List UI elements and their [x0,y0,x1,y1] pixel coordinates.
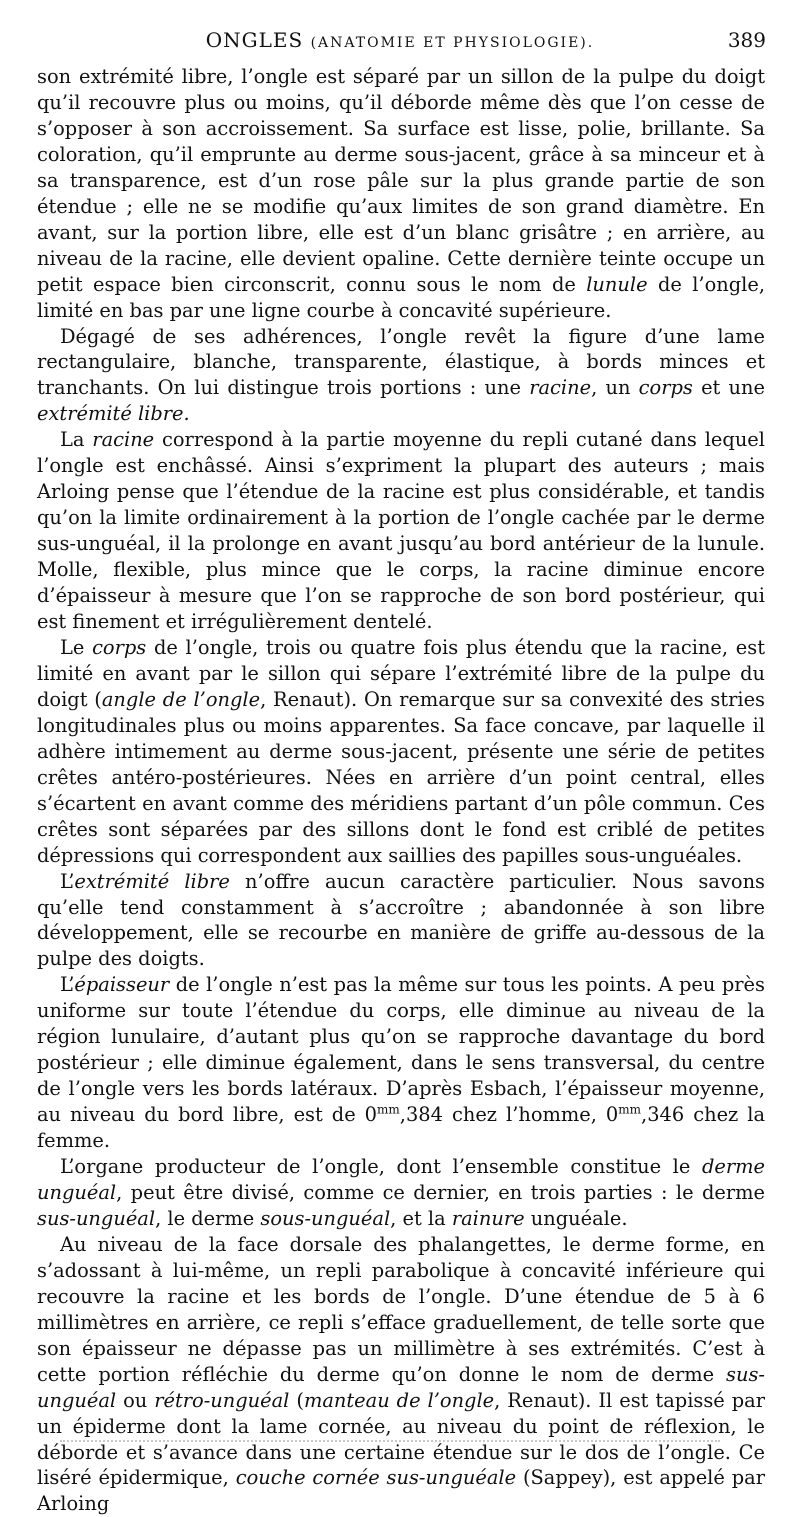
text-run: , un [591,376,639,400]
footer-dotted-rule [60,1440,720,1452]
text-run: et une [692,376,766,400]
paragraph [37,972,765,1154]
text-run: Dégagé de ses adhérences, l’ongle revêt la figure d’une lame rectangulaire, blanche, transparente, élastique, à bords minces et tranchants. On lui distingue trois portions : une [37,324,765,400]
text-run: Le [60,635,93,659]
italic-term: lunule [586,272,648,296]
text-run: ( [289,1388,304,1412]
text-run: L’ [60,869,75,893]
body-text [37,64,765,1517]
paragraph [37,635,765,869]
text-run: de l’ongle, trois ou quatre fois plus étendu que la racine, est limité en avant par le sillon qui sépare l’extrémité libre de la pulpe du doigt ( [37,635,766,711]
text-run: La [60,428,93,452]
italic-term: corps [92,635,147,659]
italic-term: corps [638,376,693,400]
italic-term: extrémité libre. [37,402,190,426]
italic-term: manteau de l’ongle [303,1388,495,1412]
paragraph [37,869,765,973]
italic-term: sus-unguéal [37,1362,765,1412]
text-run: correspond à la partie moyenne du repli cutané dans lequel l’ongle est enchâssé. Ainsi s’expriment la plupart des auteurs ; mais Arloing pense que l’étendue de la racine est plus considérable, et tandis qu’on la limite ordinairement à la portion de l’ongle cachée par le derme sus-unguéal, il la prolonge en avant jusqu’au bord antérieur de la lunule. Molle, flexible, plus mince que le corps, la racine diminue encore d’épaisseur à mesure que l’on se rapproche de son bord postérieur, qui est finement et irrégulièrement dentelé. [37,428,765,634]
italic-term: épaisseur [74,973,170,997]
page-number: 389 [727,28,766,52]
running-title [0,28,800,52]
text-run: ,346 chez la femme. [37,1103,766,1153]
text-run: , peut être divisé, comme ce dernier, en trois parties : le derme [116,1180,765,1204]
italic-term: rétro-unguéal [154,1388,290,1412]
text-run: (Sappey), est appelé par Arloing [37,1466,765,1516]
text-run: ou [116,1388,155,1412]
italic-term: racine [529,376,592,400]
text-run: son extrémité libre, l’ongle est séparé par un sillon de la pulpe du doigt qu’il recouvre plus ou moins, qu’il déborde même dès que l’on cesse de s’opposer à son accroissement. Sa surface est lisse, polie, brillante. Sa coloration, qu’il emprunte au derme sous-jacent, grâce à sa minceur et à sa transparence, est d’un rose pâle sur la plus grande partie de son étendue ; elle ne se modifie qu’aux limites de son grand diamètre. En avant, sur la portion libre, elle est d’un blanc grisâtre ; en arrière, au niveau de la racine, elle devient opaline. Cette dernière teinte occupe un petit espace bien circonscrit, connu sous le nom de [37,65,765,296]
paragraph [37,1232,765,1517]
italic-term: extrémité libre [74,869,230,893]
italic-term: sus-unguéal [37,1206,156,1230]
unit-superscript: mm [377,1102,400,1117]
text-run: n’offre aucun caractère particulier. Nous savons qu’elle tend constamment à s’accroître ; abandonnée à son libre développement, elle se recourbe en manière de griffe au-dessous de la pulpe des doigts. [37,869,766,971]
text-run: , Renaut). Il est tapissé par un épiderme dont la lame cornée, au niveau du point de réflexion, le déborde et s’avance dans une certaine étendue sur le dos de l’ongle. Ce liséré épidermique, [37,1388,765,1490]
text-run: unguéale. [524,1206,628,1230]
text-run: de l’ongle, limité en bas par une ligne courbe à concavité supérieure. [37,272,765,322]
text-run: , Renaut). On remarque sur sa convexité des stries longitudinales plus ou moins apparentes. Sa face concave, par laquelle il adhère intimement au derme sous-jacent, présente une série de petites crêtes antéro-postérieures. Nées en arrière d’un point central, elles s’écartent en avant comme des méridiens partant d’un pôle commun. Ces crêtes sont séparées par des sillons dont le fond est criblé de petites dépressions qui correspondent aux saillies des papilles sous-unguéales. [37,687,765,867]
unit-superscript: mm [618,1102,642,1117]
paragraph [37,427,765,635]
text-run: Au niveau de la face dorsale des phalangettes, le derme forme, en s’adossant à lui-même, un repli parabolique à concavité inférieure qui recouvre la racine et les bords de l’ongle. D’une étendue de 5 à 6 millimètres en arrière, ce repli s’efface graduellement, de telle sorte que son épaisseur ne dépasse pas un millimètre à ses extrémités. C’est à cette portion réfléchie du derme qu’on donne le nom de derme [37,1232,765,1386]
text-run: , le derme [155,1206,261,1230]
text-run: L’ [60,973,75,997]
italic-term: angle de l’ongle [101,687,261,711]
paragraph [37,64,765,324]
text-run: de l’ongle n’est pas la même sur tous les points. A peu près uniforme sur toute l’étendue du corps, elle diminue au niveau de la région lunulaire, d’autant plus qu’on se rapproche davantage du bord postérieur ; elle diminue également, dans le sens transversal, du centre de l’ongle vers les bords latéraux. D’après Esbach, l’épaisseur moyenne, au niveau du bord libre, est de 0 [37,973,765,1127]
italic-term: rainure [451,1206,525,1230]
text-run: ,384 chez l’homme, 0 [399,1103,619,1127]
text-run: , et la [390,1206,452,1230]
italic-term: couche cornée sus-unguéale [235,1466,517,1490]
italic-term: sous-unguéal [260,1206,391,1230]
paragraph [37,1154,765,1232]
running-title-main: ONGLES [205,28,304,52]
running-header [0,28,800,58]
italic-term: derme unguéal [37,1155,765,1204]
text-run: L’organe producteur de l’ongle, dont l’ensemble constitue le [60,1155,702,1179]
running-title-sub: (ANATOMIE ET PHYSIOLOGIE). [310,35,595,51]
italic-term: racine [92,428,155,452]
paragraph [37,324,765,428]
